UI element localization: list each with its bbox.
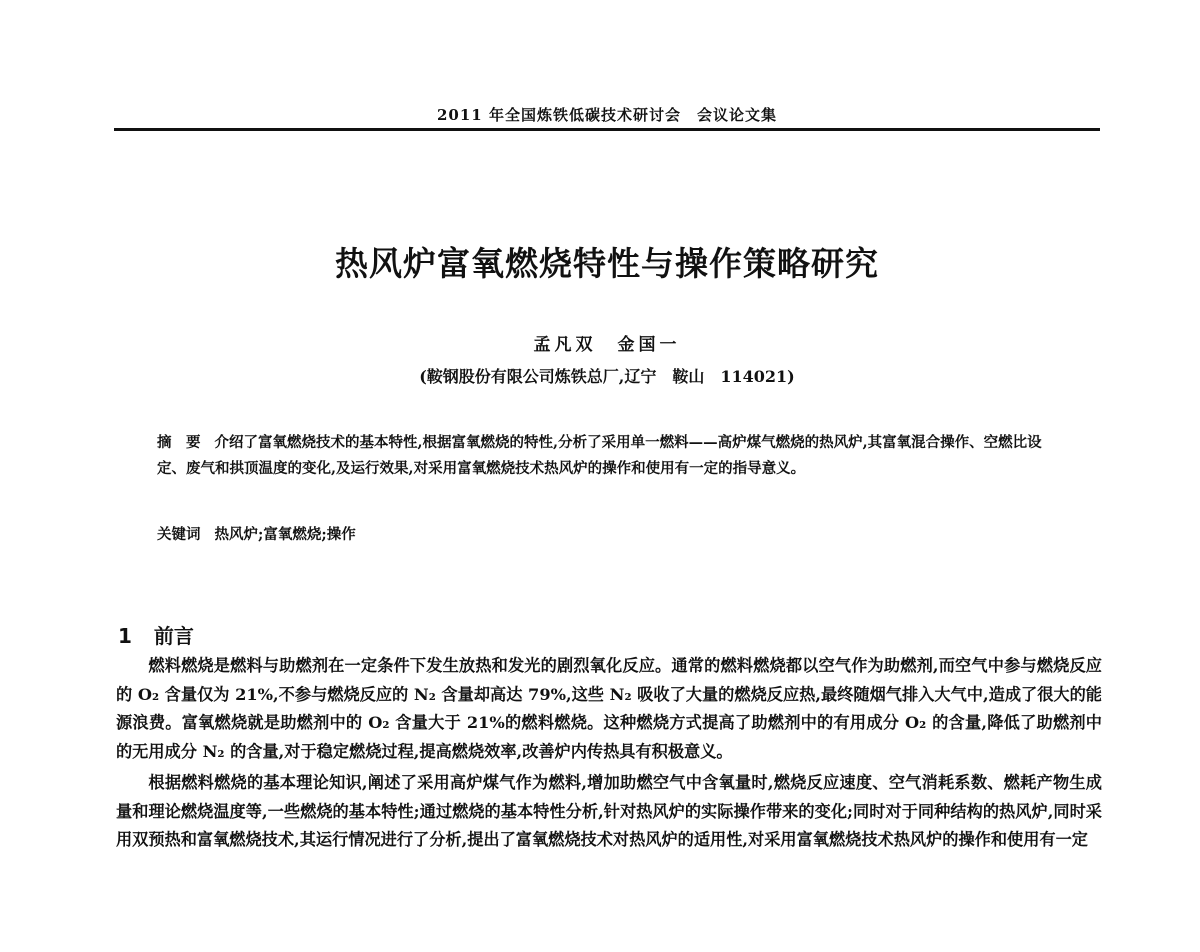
keywords bbox=[157, 523, 1062, 544]
keywords-text: 热风炉;富氧燃烧;操作 bbox=[214, 526, 356, 543]
section-number: 1 bbox=[118, 624, 132, 648]
paragraph: 根据燃料燃烧的基本理论知识,阐述了采用高炉煤气作为燃料,增加助燃空气中含氧量时,燃烧反应速度、空气消耗系数、燃耗产物生成量和理论燃烧温度等,一些燃烧的基本特性;通过燃烧的基本特性分析,针对热风炉的实际操作带来的变化;同时对于同种结构的热风炉,同时采用双预热和富氧燃烧技术,其运行情况进行了分析,提出了富氧燃烧技术对热风炉的适用性,对采用富氧燃烧技术热风炉的操作和使用有一定 bbox=[116, 773, 1102, 849]
header-rule bbox=[114, 128, 1100, 131]
paper-title: 热风炉富氧燃烧特性与操作策略研究 bbox=[335, 244, 879, 283]
authors: 孟凡双 金国一 bbox=[533, 335, 681, 355]
abstract-text: 介绍了富氧燃烧技术的基本特性,根据富氧燃烧的特性,分析了采用单一燃料——高炉煤气燃烧的热风炉,其富氧混合操作、空燃比设定、废气和拱顶温度的变化,及运行效果,对采用富氧燃烧技术热风炉的操作和使用有一定的指导意义。 bbox=[157, 434, 1042, 477]
keywords-label: 关键词 bbox=[157, 526, 201, 543]
section-title: 前言 bbox=[153, 624, 194, 648]
body-text bbox=[116, 652, 1102, 855]
abstract-label: 摘 要 bbox=[157, 434, 201, 451]
paragraph: 燃料燃烧是燃料与助燃剂在一定条件下发生放热和发光的剧烈氧化反应。通常的燃料燃烧都以空气作为助燃剂,而空气中参与燃烧反应的 O₂ 含量仅为 21%,不参与燃烧反应的 N₂ 含量却高达 79%,这些 N₂ 吸收了大量的燃烧反应热,最终随烟气排入大气中,造成了很大的能源浪费。富氧燃烧就是助燃剂中的 O₂ 含量大于 21%的燃料燃烧。这种燃烧方式提高了助燃剂中的有用成分 O₂ 的含量,降低了助燃剂中的无用成分 N₂ 的含量,对于稳定燃烧过程,提高燃烧效率,改善炉内传热具有积极意义。 bbox=[116, 656, 1102, 761]
running-header: 2011 年全国炼铁低碳技术研讨会 会议论文集 bbox=[437, 106, 777, 124]
section-heading bbox=[118, 620, 194, 649]
abstract bbox=[157, 430, 1062, 482]
affiliation: (鞍钢股份有限公司炼铁总厂,辽宁 鞍山 114021) bbox=[419, 367, 795, 386]
